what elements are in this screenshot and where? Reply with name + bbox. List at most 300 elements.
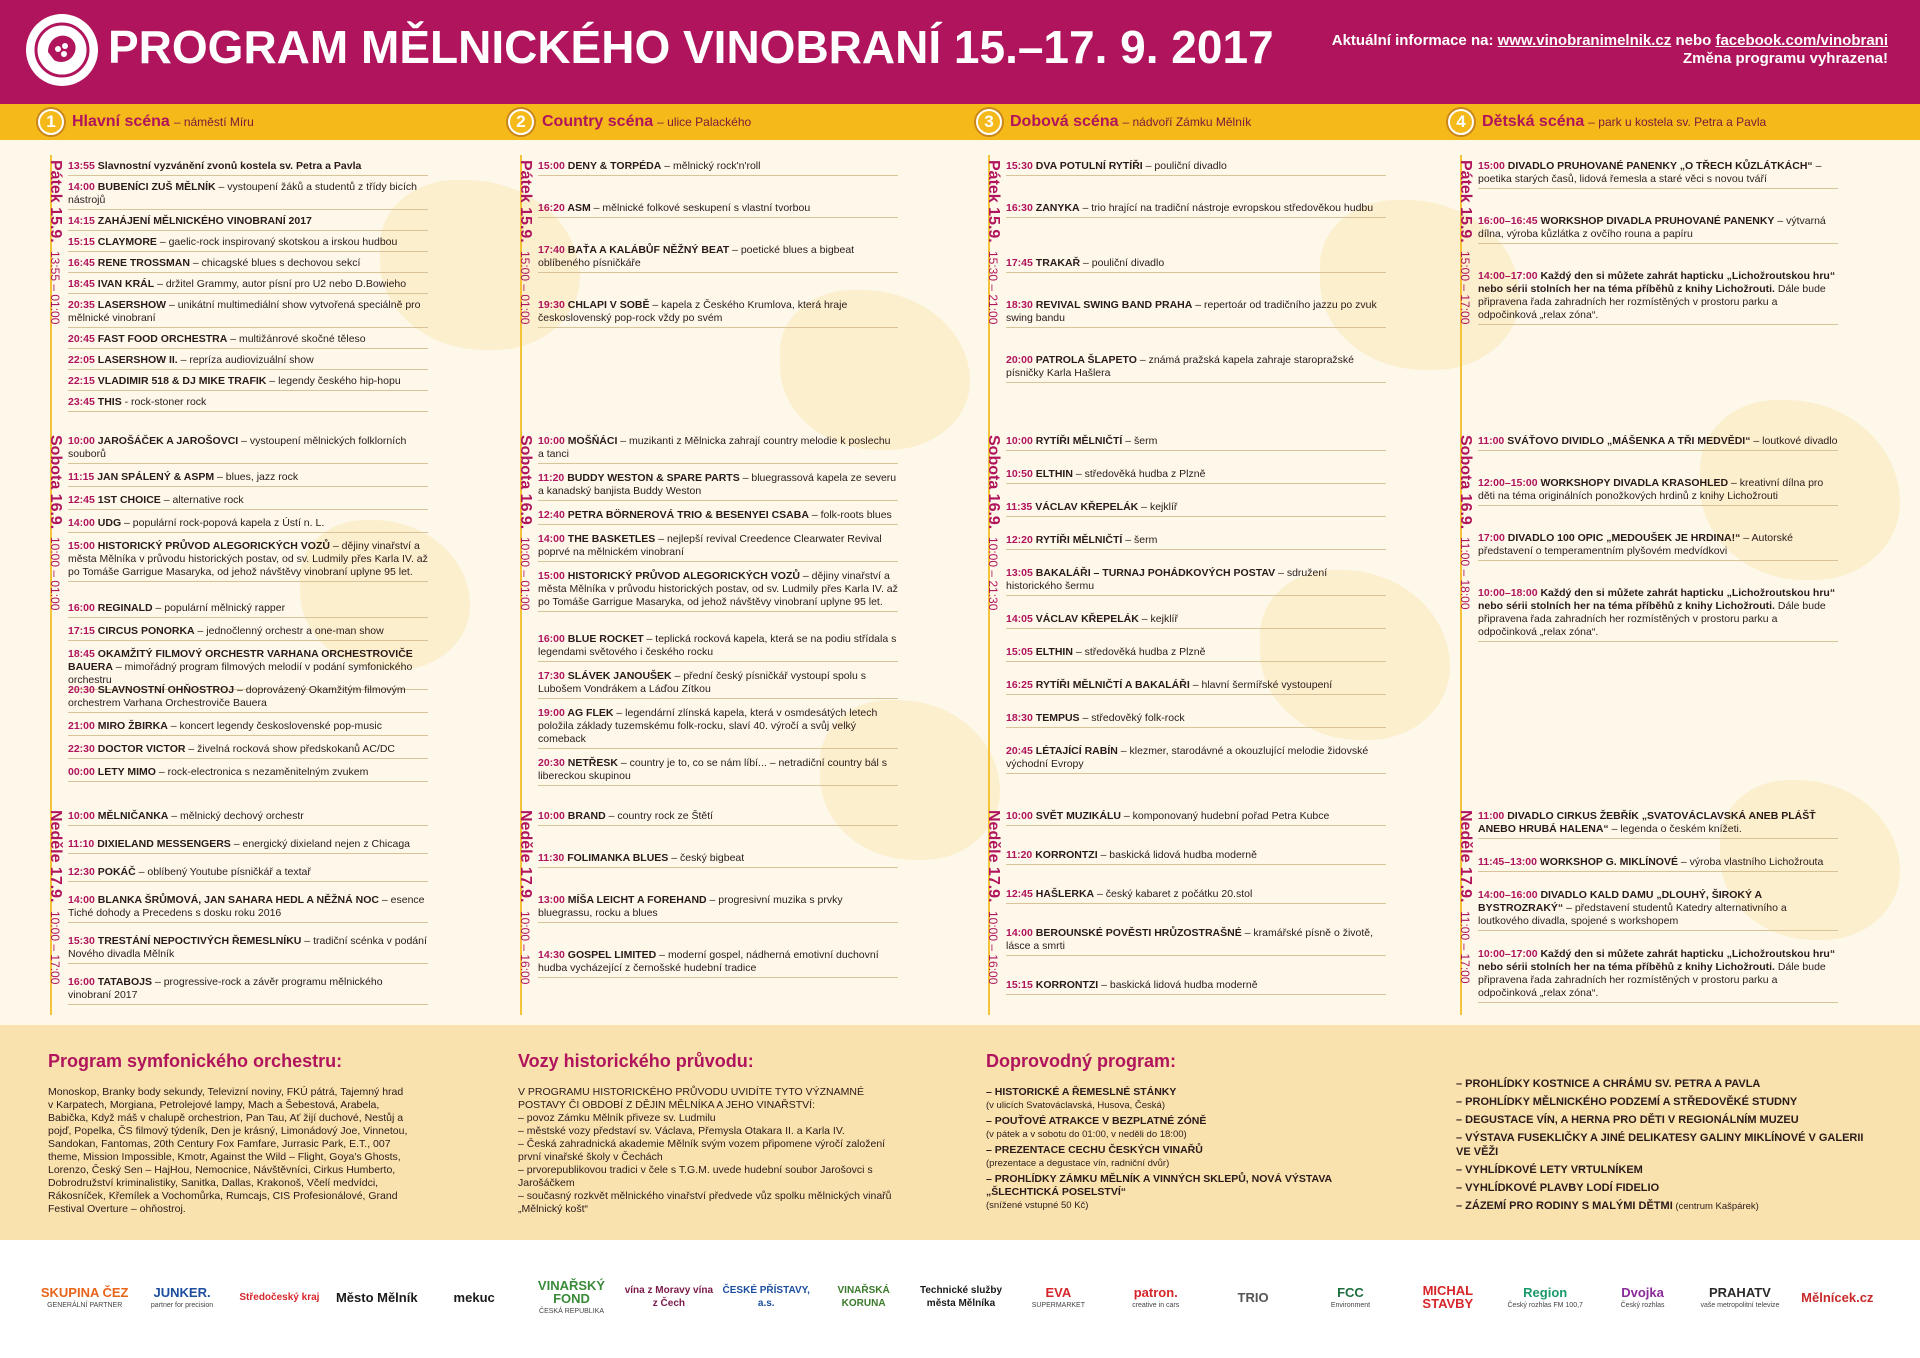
event-performer: IVAN KRÁL: [97, 278, 155, 290]
day-time-range: 15:00 – 17:00: [1458, 250, 1472, 325]
sponsor-tagline: Český rozhlas FM 100,7: [1507, 1301, 1583, 1309]
header-info: [1332, 32, 1888, 68]
event-description: – trio hrající na tradiční nástroje evropskou středověkou hudbu: [1079, 202, 1374, 214]
sponsor-name: SKUPINA ČEZ: [40, 1284, 129, 1300]
day-block: [40, 435, 460, 800]
day-name: Pátek 15.9.: [517, 160, 534, 243]
event-time: 20:45: [1006, 745, 1036, 757]
sponsor-name: FCC: [1337, 1284, 1364, 1300]
sponsor-name: Město Mělník: [335, 1289, 418, 1305]
procession-item: – prvorepublikovou tradici v čele s T.G.M. uvede hudební soubor Jarošovci s Jarošáčkem: [518, 1164, 873, 1189]
day-name: Pátek 15.9.: [985, 160, 1002, 243]
procession-title: Vozy historického průvodu:: [518, 1051, 754, 1071]
day-time-range: 10:00 – 16:00: [986, 910, 1000, 984]
event-time: 12:40: [538, 509, 568, 521]
event-description: – šerm: [1122, 435, 1158, 447]
event-time: 11:20: [1006, 849, 1036, 861]
scene-number-badge: 3: [976, 109, 1002, 135]
schedule-event: [1006, 354, 1386, 383]
sponsor-logo: [1501, 1262, 1590, 1332]
schedule-event: [68, 299, 428, 328]
accompanying-item-note: (prezentace a degustace vín, radniční dvůr): [986, 1158, 1170, 1169]
event-performer: CLAYMORE: [97, 236, 157, 248]
event-description: – loutkové divadlo: [1750, 435, 1838, 447]
event-performer: PETRA BÖRNEROVÁ TRIO & BESENYEI CSABA: [567, 509, 809, 521]
event-performer: MÍŠA LEICHT A FOREHAND: [567, 894, 707, 906]
event-time: 14:00: [68, 894, 98, 906]
sponsor-tagline: Český rozhlas: [1620, 1301, 1665, 1309]
schedule-event: [1006, 501, 1386, 517]
event-time: 21:00: [68, 720, 98, 732]
event-time: 13:05: [1006, 567, 1036, 579]
event-time: 20:30: [538, 757, 568, 769]
event-performer: BUBENÍCI ZUŠ MĚLNÍK: [97, 181, 216, 193]
schedule-event: [1478, 587, 1838, 642]
event-performer: HISTORICKÝ PRŮVOD ALEGORICKÝCH VOZŮ: [97, 540, 330, 552]
event-time: 18:30: [1006, 712, 1036, 724]
event-description: – český bigbeat: [668, 852, 745, 864]
day-block: [1450, 160, 1870, 425]
event-performer: ZAHÁJENÍ MĚLNICKÉHO VINOBRANÍ 2017: [97, 215, 312, 227]
event-description: – alternative rock: [160, 494, 244, 506]
sponsor-name: EVA: [1045, 1284, 1072, 1300]
sponsor-tagline: creative in cars: [1132, 1301, 1180, 1309]
event-performer: BLANKA ŠRŮMOVÁ, JAN SAHARA HEDL A NĚŽNÁ NOC: [97, 894, 379, 906]
day-label: [1450, 160, 1474, 324]
event-performer: FOLIMANKA BLUES: [567, 852, 669, 864]
event-description: – bluegrassová kapela ze severu a kanadský banjista Buddy Weston: [538, 472, 897, 497]
event-time: 20:00: [1006, 354, 1036, 366]
day-block: [40, 810, 460, 1020]
event-time: 12:20: [1006, 534, 1036, 546]
accompanying-item-last: [1456, 1199, 1876, 1214]
accompanying-item: – PROHLÍDKY ZÁMKU MĚLNÍK A VINNÝCH SKLEPŮ, NOVÁ VÝSTAVA „ŠLECHTICKÁ POSELSTVÍ“: [986, 1173, 1332, 1198]
schedule-event: [68, 236, 428, 252]
procession-item: – městské vozy představí sv. Václava, Přemysla Otakara II. a Karla IV.: [518, 1125, 845, 1137]
schedule-event: [68, 435, 428, 464]
event-performer: DIVADLO CIRKUS ŽEBŘÍK „SVATOVÁCLAVSKÁ ANEB PLÁŠŤ ANEBO HRUBÁ HALENA“: [1478, 810, 1816, 835]
event-description: – legendární zlínská kapela, která v osmdesátých letech položila základy tuzemskému folk-rocku, slaví 40. výročí a svůj velký comeback: [538, 707, 878, 745]
event-performer: CIRCUS PONORKA: [97, 625, 195, 637]
sponsor-name: Středočeský kraj: [239, 1291, 320, 1303]
event-time: 14:00–17:00: [1478, 270, 1541, 282]
event-description: – kejklíř: [1138, 613, 1178, 625]
event-description: Dále bude připravena řada zahradních her rozmístěných v prostoru parku a odpočinková „relax zóna“.: [1478, 283, 1826, 321]
event-description: – mělnický dechový orchestr: [168, 810, 304, 822]
event-description: – sdružení historického šermu: [1006, 567, 1328, 592]
day-time-range: 15:00 – 01:00: [518, 250, 532, 325]
event-description: – středověký folk-rock: [1079, 712, 1185, 724]
event-description: – výroba vlastního Lichožrouta: [1677, 856, 1824, 868]
schedule-event: [538, 160, 898, 176]
event-performer: DIVADLO 100 OPIC „MEDOUŠEK JE HRDINA!“: [1507, 532, 1741, 544]
event-performer: MIRO ŽBIRKA: [97, 720, 168, 732]
sponsor-name: MICHAL STAVBY: [1422, 1283, 1474, 1311]
sponsor-name: TRIO: [1237, 1289, 1269, 1305]
event-time: 15:30: [1006, 160, 1036, 172]
accompanying-list-right: [1456, 1077, 1876, 1214]
sponsor-logo: [137, 1262, 226, 1332]
schedule-event: [68, 894, 428, 923]
sponsor-tagline: Environment: [1330, 1301, 1371, 1309]
schedule-event: [1006, 567, 1386, 596]
event-description: – vystoupení žáků a studentů z třídy bicích nástrojů: [68, 181, 417, 206]
day-name: Sobota 16.9.: [985, 435, 1002, 530]
event-performer: DIVADLO KALD DAMU „DLOUHÝ, ŠIROKÝ A BYSTROZRAKÝ“: [1478, 889, 1762, 914]
sponsor-logo: [1598, 1262, 1687, 1332]
accompanying-item: – VÝSTAVA FUSEKLIČKY A JINÉ DELIKATESY GALINY MIKLÍNOVÉ V GALERII VE VĚŽI: [1456, 1132, 1864, 1158]
schedule-event: [1006, 679, 1386, 695]
event-description: – muzikanti z Mělnicka zahrají country melodie k poslechu a tanci: [538, 435, 891, 460]
event-description: – dějiny vinařství a města Mělníka v průvodu historických postav, od sv. Ludmily přes Karla IV. až po Tomáše Garrigue Masaryka, od jehož návštěvy vinobraní uplyne 95 let.: [538, 570, 898, 608]
accompanying-title: Doprovodný program:: [986, 1051, 1177, 1071]
event-time: 20:45: [68, 333, 98, 345]
event-performer: DIVADLO PRUHOVANÉ PANENKY „O TŘECH KŮZLÁTKÁCH“: [1507, 160, 1813, 172]
day-block: [510, 810, 930, 1020]
schedule-event: [538, 509, 898, 525]
scene-location: – ulice Palackého: [657, 115, 752, 129]
schedule-event: [68, 215, 428, 231]
event-time: 10:00–18:00: [1478, 587, 1541, 599]
event-time: 16:30: [1006, 202, 1036, 214]
schedule-event: [538, 707, 898, 749]
event-description: – moderní gospel, nádherná emotivní duchovní hudba vycházející z černošské hudební tradice: [538, 949, 879, 974]
event-description: – populární rock-popová kapela z Ústí n. L.: [121, 517, 325, 529]
schedule-event: [1006, 534, 1386, 550]
event-performer: TRAKAŘ: [1035, 257, 1081, 269]
accompanying-item: – PROHLÍDKY KOSTNICE A CHRÁMU SV. PETRA A PAVLA: [1456, 1078, 1761, 1090]
schedule-event: [538, 202, 898, 218]
event-performer: TEMPUS: [1035, 712, 1080, 724]
event-description: – známá pražská kapela zahraje staropražské písničky Karla Hašlera: [1006, 354, 1355, 379]
sponsor-name: vína z Moravy vína z Čech: [624, 1285, 714, 1309]
day-name: Neděle 17.9.: [47, 810, 64, 903]
schedule-event: [68, 766, 428, 782]
event-performer: HAŠLERKA: [1035, 888, 1095, 900]
day-time-range: 10:00 – 17:00: [48, 910, 62, 984]
event-description: – český kabaret z počátku 20.stol: [1094, 888, 1253, 900]
event-time: 11:45–13:00: [1478, 856, 1540, 868]
event-performer: TRESTÁNÍ NEPOCTIVÝCH ŘEMESLNÍKU: [97, 935, 302, 947]
event-description: – chicagské blues s dechovou sekcí: [189, 257, 361, 269]
scene-location: – park u kostela sv. Petra a Pavla: [1588, 115, 1767, 129]
event-time: 11:00: [1478, 435, 1508, 447]
event-performer: REGINALD: [97, 602, 153, 614]
accompanying-section: [986, 1025, 1366, 1212]
schedule-area: [0, 140, 1920, 1025]
event-performer: DENY & TORPÉDA: [567, 160, 662, 172]
event-time: 12:30: [68, 866, 98, 878]
schedule-event: [1006, 257, 1386, 273]
event-description: – vystoupení mělnických folklorních souborů: [68, 435, 407, 460]
event-performer: ZANYKA: [1035, 202, 1080, 214]
sponsor-logo: [722, 1262, 811, 1332]
schedule-event: [538, 244, 898, 273]
event-time: 10:00: [1006, 810, 1036, 822]
sponsor-logo: [1695, 1262, 1784, 1332]
event-time: 16:20: [538, 202, 568, 214]
day-label: [510, 160, 534, 324]
sponsor-logo: [429, 1262, 518, 1332]
day-time-range: 15:30 – 21:00: [986, 250, 1000, 325]
sponsor-logo: [1208, 1262, 1297, 1332]
event-time: 10:00: [1006, 435, 1036, 447]
schedule-event: [1006, 810, 1386, 826]
sponsor-logo: [1793, 1262, 1882, 1332]
event-description: – kramářské písně o životě, lásce a smrti: [1006, 927, 1374, 952]
day-label: [978, 810, 1002, 984]
event-performer: THE BASKETLES: [567, 533, 656, 545]
schedule-event: [1006, 202, 1386, 218]
event-performer: VÁCLAV KŘEPELÁK: [1035, 501, 1139, 513]
event-description: – mělnické folkové seskupení s vlastní tvorbou: [590, 202, 811, 214]
event-description: – dějiny vinařství a města Mělníka v průvodu historických postav, od sv. Ludmily přes Karla IV. až po Tomáše Garrigue Masaryka, od jehož návštěvy vinobraní uplyne 95 let.: [68, 540, 428, 578]
day-name: Sobota 16.9.: [1457, 435, 1474, 530]
day-label: [1450, 810, 1474, 983]
schedule-event: [1006, 979, 1386, 995]
schedule-event: [538, 810, 898, 826]
event-description: – multižánrové skočné těleso: [227, 333, 366, 345]
event-time: 10:00: [538, 810, 568, 822]
sponsor-name: Dvojka: [1621, 1284, 1664, 1300]
sponsor-logo: [1014, 1262, 1103, 1332]
event-time: 16:00: [538, 633, 568, 645]
event-time: 14:00: [68, 517, 98, 529]
event-description: – legenda o českém knížeti.: [1608, 823, 1742, 835]
sponsor-name: ČESKÉ PŘÍSTAVY, a.s.: [722, 1285, 810, 1309]
event-description: – šerm: [1122, 534, 1158, 546]
event-time: 18:45: [68, 648, 98, 660]
event-time: 10:00: [538, 435, 568, 447]
facebook-link[interactable]: facebook.com/vinobrani: [1715, 32, 1888, 49]
event-description: Dále bude připravena řada zahradních her rozmístěných v prostoru parku a odpočinková „relax zóna“.: [1478, 961, 1826, 999]
schedule-event: [68, 976, 428, 1005]
day-name: Pátek 15.9.: [1457, 160, 1474, 243]
accompanying-item: – ZÁZEMÍ PRO RODINY S MALÝMI DĚTMI: [1456, 1200, 1673, 1212]
sponsor-name: mekuc: [453, 1289, 495, 1305]
scene-title: Dětská scéna: [1482, 113, 1585, 130]
symphony-title: Program symfonického orchestru:: [48, 1051, 343, 1071]
event-time: 11:00: [1478, 810, 1508, 822]
event-performer: Každý den si můžete zahrát hapticku „Lichožroutskou hru“ nebo sérii stolních her na téma příběhů z knihy Lichožrouti.: [1478, 587, 1836, 612]
scene-number-badge: 4: [1448, 109, 1474, 135]
event-time: 00:00: [68, 766, 98, 778]
event-description: – country rock ze Štětí: [605, 810, 714, 822]
schedule-event: [68, 494, 428, 510]
event-performer: DIXIELAND MESSENGERS: [97, 838, 231, 850]
event-time: 15:15: [1006, 979, 1036, 991]
schedule-event: [1478, 532, 1838, 561]
event-time: 17:40: [538, 244, 568, 256]
accompanying-item: – VYHLÍDKOVÉ LETY VRTULNÍKEM: [1456, 1164, 1643, 1176]
event-description: – country je to, co se nám líbí... – netradiční country bál s libereckou skupinou: [538, 757, 888, 782]
event-description: – legendy českého hip-hopu: [266, 375, 401, 387]
event-performer: BRAND: [567, 810, 606, 822]
event-description: – koncert legendy československé pop-music: [167, 720, 382, 732]
event-performer: ELTHIN: [1035, 646, 1073, 658]
accompanying-item-note: (snížené vstupné 50 Kč): [986, 1200, 1089, 1211]
schedule-event: [68, 810, 428, 826]
day-time-range: 10:00 – 01:00: [48, 537, 62, 611]
event-description: – tradiční scénka v podání Nového divadla Mělník: [68, 935, 427, 960]
event-performer: RENE TROSSMAN: [97, 257, 190, 269]
event-description: – esence Tiché dohody a Precedens s dosku roku 2016: [68, 894, 425, 919]
event-time: 20:35: [68, 299, 98, 311]
schedule-event: [538, 949, 898, 978]
event-performer: KORRONTZI: [1035, 849, 1098, 861]
sponsor-tagline: SUPERMARKET: [1031, 1301, 1085, 1309]
schedule-event: [538, 670, 898, 699]
day-name: Sobota 16.9.: [517, 435, 534, 530]
event-performer: SVĚT MUZIKÁLU: [1035, 810, 1121, 822]
page-title: PROGRAM MĚLNICKÉHO VINOBRANÍ 15.–17. 9. 2017: [108, 21, 1274, 73]
info-prefix: Aktuální informace na:: [1331, 32, 1498, 49]
schedule-event: [538, 299, 898, 328]
event-time: 12:45: [68, 494, 98, 506]
sponsor-name: Mělnícek.cz: [1801, 1289, 1874, 1305]
schedule-event: [1478, 948, 1838, 1003]
event-time: 19:00: [538, 707, 568, 719]
sponsor-logo: [624, 1262, 713, 1332]
day-label: [1450, 435, 1474, 610]
scene-title: Country scéna: [542, 113, 654, 130]
event-time: 10:00–17:00: [1478, 948, 1541, 960]
event-time: 15:30: [68, 935, 98, 947]
event-description: – teplická rocková kapela, která se na podiu střídala s legendami světového i českého rocku: [538, 633, 897, 658]
schedule-event: [68, 720, 428, 736]
scene-header-2: [508, 104, 751, 140]
event-performer: OKAMŽITÝ FILMOVÝ ORCHESTR VARHANA ORCHESTROVIČE BAUERA: [68, 648, 413, 673]
event-time: 11:35: [1006, 501, 1036, 513]
schedule-event: [1478, 856, 1838, 872]
event-performer: JAN SPÁLENÝ & ASPM: [97, 471, 215, 483]
event-performer: RYTÍŘI MĚLNIČTÍ: [1035, 534, 1123, 546]
schedule-event: [68, 354, 428, 370]
event-time: 10:00: [68, 435, 98, 447]
event-time: 15:00: [538, 160, 568, 172]
schedule-event: [1006, 435, 1386, 451]
scene-number-badge: 2: [508, 109, 534, 135]
event-time: 22:15: [68, 375, 98, 387]
event-time: 15:15: [68, 236, 98, 248]
event-performer: BUDDY WESTON & SPARE PARTS: [567, 472, 740, 484]
event-performer: SVÁŤOVO DIVIDLO „MÁŠENKA A TŘI MEDVĚDI“: [1507, 435, 1751, 447]
schedule-event: [68, 684, 428, 713]
event-time: 13:55: [68, 160, 98, 172]
schedule-event: [1006, 745, 1386, 774]
event-description: – držitel Grammy, autor písní pro U2 nebo D.Bowieho: [154, 278, 407, 290]
schedule-event: [538, 435, 898, 464]
accompanying-item: – VYHLÍDKOVÉ PLAVBY LODÍ FIDELIO: [1456, 1182, 1660, 1194]
day-label: [40, 160, 64, 324]
event-performer: HISTORICKÝ PRŮVOD ALEGORICKÝCH VOZŮ: [567, 570, 800, 582]
scene-header-1: [38, 104, 254, 140]
sponsor-name: VINAŘSKÝ FOND: [537, 1278, 606, 1306]
day-name: Pátek 15.9.: [47, 160, 64, 243]
event-description: – poetické blues a bigbeat oblíbeného písničkáře: [538, 244, 855, 269]
schedule-event: [1006, 299, 1386, 328]
event-time: 15:00: [538, 570, 568, 582]
day-block: [978, 435, 1418, 800]
event-description: – nejlepší revival Creedence Clearwater Revival poprvé na mělnickém vinobraní: [538, 533, 882, 558]
event-description: - rock-stoner rock: [121, 396, 207, 408]
event-performer: JAROŠÁČEK A JAROŠOVCI: [97, 435, 239, 447]
sponsor-logo: [332, 1262, 421, 1332]
schedule-event: [68, 333, 428, 349]
event-performer: ELTHIN: [1035, 468, 1073, 480]
event-time: 23:45: [68, 396, 98, 408]
event-description: – baskická lidová hudba moderně: [1098, 979, 1258, 991]
schedule-event: [1006, 849, 1386, 865]
event-performer: SLAVNOSTNÍ OHŇOSTROJ: [97, 684, 235, 696]
event-performer: REVIVAL SWING BAND PRAHA: [1035, 299, 1193, 311]
schedule-event: [538, 533, 898, 562]
event-time: 11:30: [538, 852, 568, 864]
symphony-section: [48, 1025, 408, 1216]
event-time: 11:10: [68, 838, 98, 850]
sponsor-tagline: vaše metropolitní televize: [1700, 1301, 1780, 1309]
procession-item: – Česká zahradnická akademie Mělník svým vozem připomene výročí založení první vinařské školy v Čechách: [518, 1138, 886, 1163]
event-performer: WORKSHOP DIVADLA PRUHOVANÉ PANENKY: [1540, 215, 1775, 227]
program-change-note: Změna programu vyhrazena!: [1682, 50, 1888, 67]
event-time: 10:00: [68, 810, 98, 822]
sponsor-name: JUNKER.: [153, 1284, 211, 1300]
header-banner: [0, 0, 1920, 104]
procession-head: V PROGRAMU HISTORICKÉHO PRŮVODU UVIDÍTE TYTO VÝZNAMNÉ POSTAVY ČI OBDOBÍ Z DĚJIN MĚLNÍKA A JEHO VINAŘSTVÍ:: [518, 1086, 864, 1111]
symphony-text: Monoskop, Branky body sekundy, Televizní noviny, FKÚ pátrá, Tajemný hrad v Karpatech, Morgiana, Petrolejové lampy, Mach a Šebestová, Arabela, Babička, Když máš v chalupě orchestrion, Pan Tau, Ať žijí duchové, Nestůj a pojď, Popelka, ČS filmový týdeník, Den je krásný, Limonádový Joe, Vinnetou, Sandokan, Fantomas, 20th Century Fox Famfare, Jurrasic Park, E.T., 007 theme, Mission Impossible, Kmotr, Against the Wild – Flight, Goya's Ghosts, Lorenzo, Český Sen – HajHou, Nemocnice, Návštěvníci, Cirkus Humberto, Dobrodružství kriminalistiky, Sanitka, Dallas, Krakonoš, Včelí medvídci, Rákosníček, Křemílek a Vochomůrka, Rumcajs, CIS Profesionálové, Grand Festival Overture – ohňostroj.: [48, 1086, 408, 1215]
event-performer: GOSPEL LIMITED: [567, 949, 657, 961]
day-time-range: 10:00 – 16:00: [518, 910, 532, 984]
accompanying-item-note: (v ulicích Svatováclavská, Husova, Česká): [986, 1100, 1165, 1111]
day-block: [40, 160, 460, 425]
event-performer: DVA POTULNÍ RYTÍŘI: [1035, 160, 1143, 172]
event-description: – progressive-rock a závěr programu mělnického vinobraní 2017: [68, 976, 383, 1001]
event-performer: FAST FOOD ORCHESTRA: [97, 333, 228, 345]
sponsor-tagline: partner for precision: [150, 1301, 214, 1309]
event-performer: KORRONTZI: [1035, 979, 1099, 991]
event-time: 14:00: [1006, 927, 1036, 939]
event-time: 14:00–16:00: [1478, 889, 1541, 901]
schedule-event: [538, 894, 898, 923]
event-performer: TATABOJS: [97, 976, 153, 988]
event-description: – pouliční divadlo: [1142, 160, 1227, 172]
event-description: – blues, jazz rock: [214, 471, 299, 483]
event-description: – komponovaný hudební pořad Petra Kubce: [1120, 810, 1330, 822]
event-time: 17:30: [538, 670, 568, 682]
schedule-event: [1006, 888, 1386, 904]
event-performer: THIS: [97, 396, 122, 408]
sponsor-name: Region: [1523, 1284, 1568, 1300]
schedule-event: [68, 743, 428, 759]
schedule-event: [68, 181, 428, 210]
schedule-event: [538, 472, 898, 501]
event-description: – Autorské představení o temperamentním plyšovém medvídkovi: [1478, 532, 1793, 557]
day-name: Neděle 17.9.: [985, 810, 1002, 903]
event-performer: BAŤA A KALÁBŮF NĚŽNÝ BEAT: [567, 244, 730, 256]
website-link[interactable]: www.vinobranimelnik.cz: [1497, 32, 1672, 49]
schedule-event: [68, 838, 428, 854]
sponsor-logo: [235, 1262, 324, 1332]
event-description: – mimořádný program filmových melodií v podání symfonického orchestru: [68, 661, 413, 686]
event-time: 14:00: [538, 533, 568, 545]
procession-item: – povoz Zámku Mělník přiveze sv. Ludmilu: [518, 1112, 716, 1124]
sponsor-logo: [40, 1262, 129, 1332]
scene-title: Dobová scéna: [1010, 113, 1119, 130]
event-performer: CHLAPI V SOBĚ: [567, 299, 650, 311]
event-time: 17:15: [68, 625, 98, 637]
day-name: Neděle 17.9.: [1457, 810, 1474, 903]
sponsor-logo: [819, 1262, 908, 1332]
